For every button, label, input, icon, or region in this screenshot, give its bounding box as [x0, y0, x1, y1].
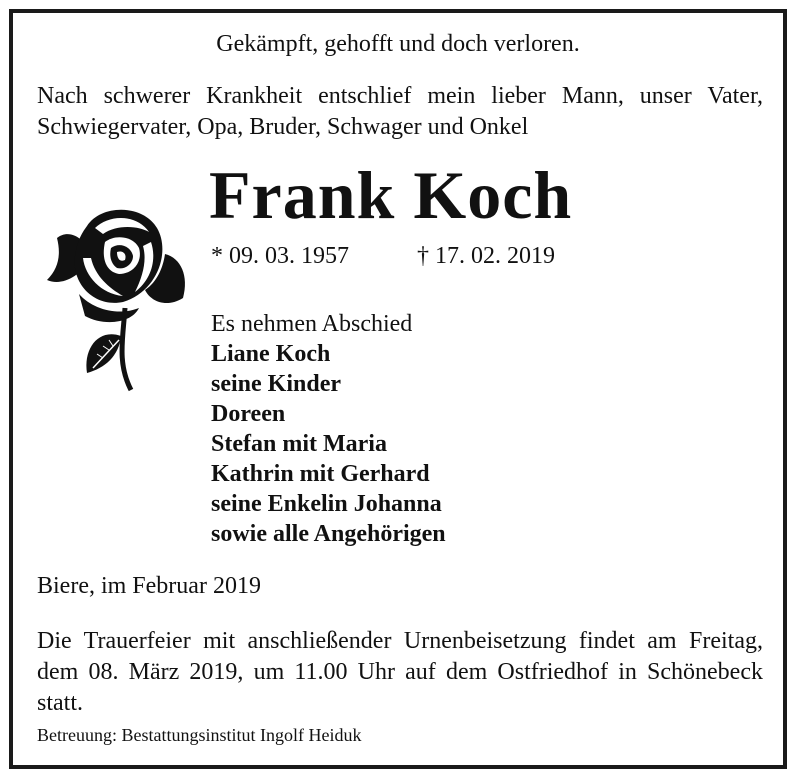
deceased-name: Frank Koch — [209, 157, 573, 233]
rose-icon — [39, 198, 189, 398]
mourner-name: seine Enkelin Johanna — [211, 491, 442, 517]
mourner-name: Liane Koch — [211, 341, 331, 367]
place-date: Biere, im Februar 2019 — [37, 573, 261, 599]
life-dates — [211, 243, 555, 270]
motto: Gekämpft, gehofft und doch verloren. — [216, 31, 580, 57]
mourner-name: Kathrin mit Gerhard — [211, 461, 430, 487]
mourner-name: Doreen — [211, 401, 286, 427]
mourner-name: Stefan mit Maria — [211, 431, 387, 457]
obituary-frame — [9, 9, 787, 769]
mourner-name: seine Kinder — [211, 371, 341, 397]
birth-date: * 09. 03. 1957 — [211, 243, 349, 269]
mourners-block — [211, 309, 446, 549]
death-date: † 17. 02. 2019 — [417, 243, 555, 269]
mourner-name: sowie alle Angehörigen — [211, 521, 446, 547]
intro-text: Nach schwerer Krankheit entschlief mein lieber Mann, unser Vater, Schwiegervater, Opa, Bruder, Schwager und Onkel — [37, 83, 763, 140]
mourners-lead: Es nehmen Abschied — [211, 311, 413, 337]
ceremony-text: Die Trauerfeier mit anschließender Urnenbeisetzung findet am Freitag, dem 08. März 2019, um 11.00 Uhr auf dem Ostfriedhof in Schönebeck statt. — [37, 628, 763, 716]
funeral-home: Betreuung: Bestattungsinstitut Ingolf Heiduk — [37, 725, 362, 745]
